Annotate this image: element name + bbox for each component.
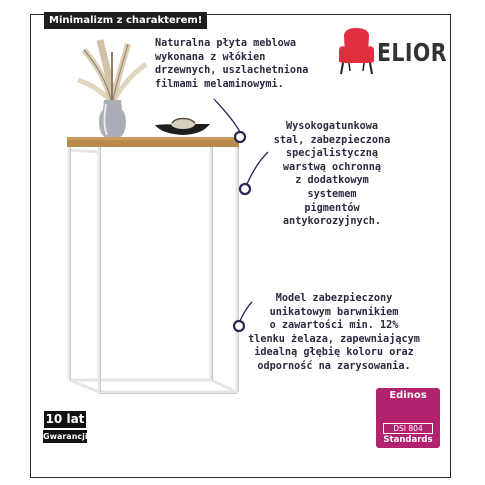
callout-leader-1 — [214, 99, 245, 142]
callout-line: specjalistyczną — [285, 148, 378, 160]
callout-marker-1 — [235, 132, 245, 142]
vase-decoration — [99, 100, 126, 137]
callout-marker-3 — [234, 321, 244, 331]
callout-line: odporność na zarysowania. — [257, 360, 411, 372]
callout-line: pigmentów — [304, 202, 360, 214]
pampas-grass-decoration — [78, 40, 146, 100]
callout-line: drzewnych, uszlachetniona — [155, 65, 309, 77]
callout-steel — [257, 120, 407, 229]
callout-line: z dodatkowym — [295, 175, 369, 187]
bowl-decoration — [155, 119, 210, 136]
callout-line: antykorozyjnych. — [282, 216, 382, 228]
certificate-label: Standards — [383, 435, 433, 445]
certificate-code: DSI 804 — [383, 423, 433, 434]
callout-line: tlenku żelaza, zapewniającym — [248, 333, 420, 345]
headline-banner: Minimalizm z charakterem! — [44, 12, 207, 29]
callout-line: Naturalna płyta meblowa — [155, 38, 297, 49]
callout-line: filmami melaminowymi. — [155, 78, 284, 90]
callout-line: Wysokogatunkowa — [285, 121, 378, 132]
brand-logo-text: ELIOR — [377, 38, 447, 67]
callout-line: systemem — [307, 188, 357, 200]
callout-line: o zawartości min. 12% — [269, 320, 399, 332]
warranty-label: Gwarancji — [43, 432, 88, 441]
callout-line: stal, zabezpieczona — [273, 134, 391, 146]
callout-marker-2 — [240, 184, 250, 194]
certificate-badge — [376, 388, 440, 448]
callout-line: idealną głębię koloru oraz — [254, 347, 414, 359]
callout-line: unikatowym barwnikiem — [269, 306, 399, 318]
callout-line: wykonana z włókien — [155, 51, 266, 63]
steel-frame — [69, 147, 237, 392]
callout-tabletop — [155, 37, 308, 91]
callout-line: Model zabezpieczony — [275, 293, 393, 304]
callout-coating — [244, 292, 424, 374]
armchair-icon — [339, 28, 374, 74]
warranty-years-badge: 10 lat — [45, 412, 85, 426]
callout-line: warstwą ochronną — [282, 161, 382, 173]
certificate-title: Edinos — [389, 390, 427, 401]
